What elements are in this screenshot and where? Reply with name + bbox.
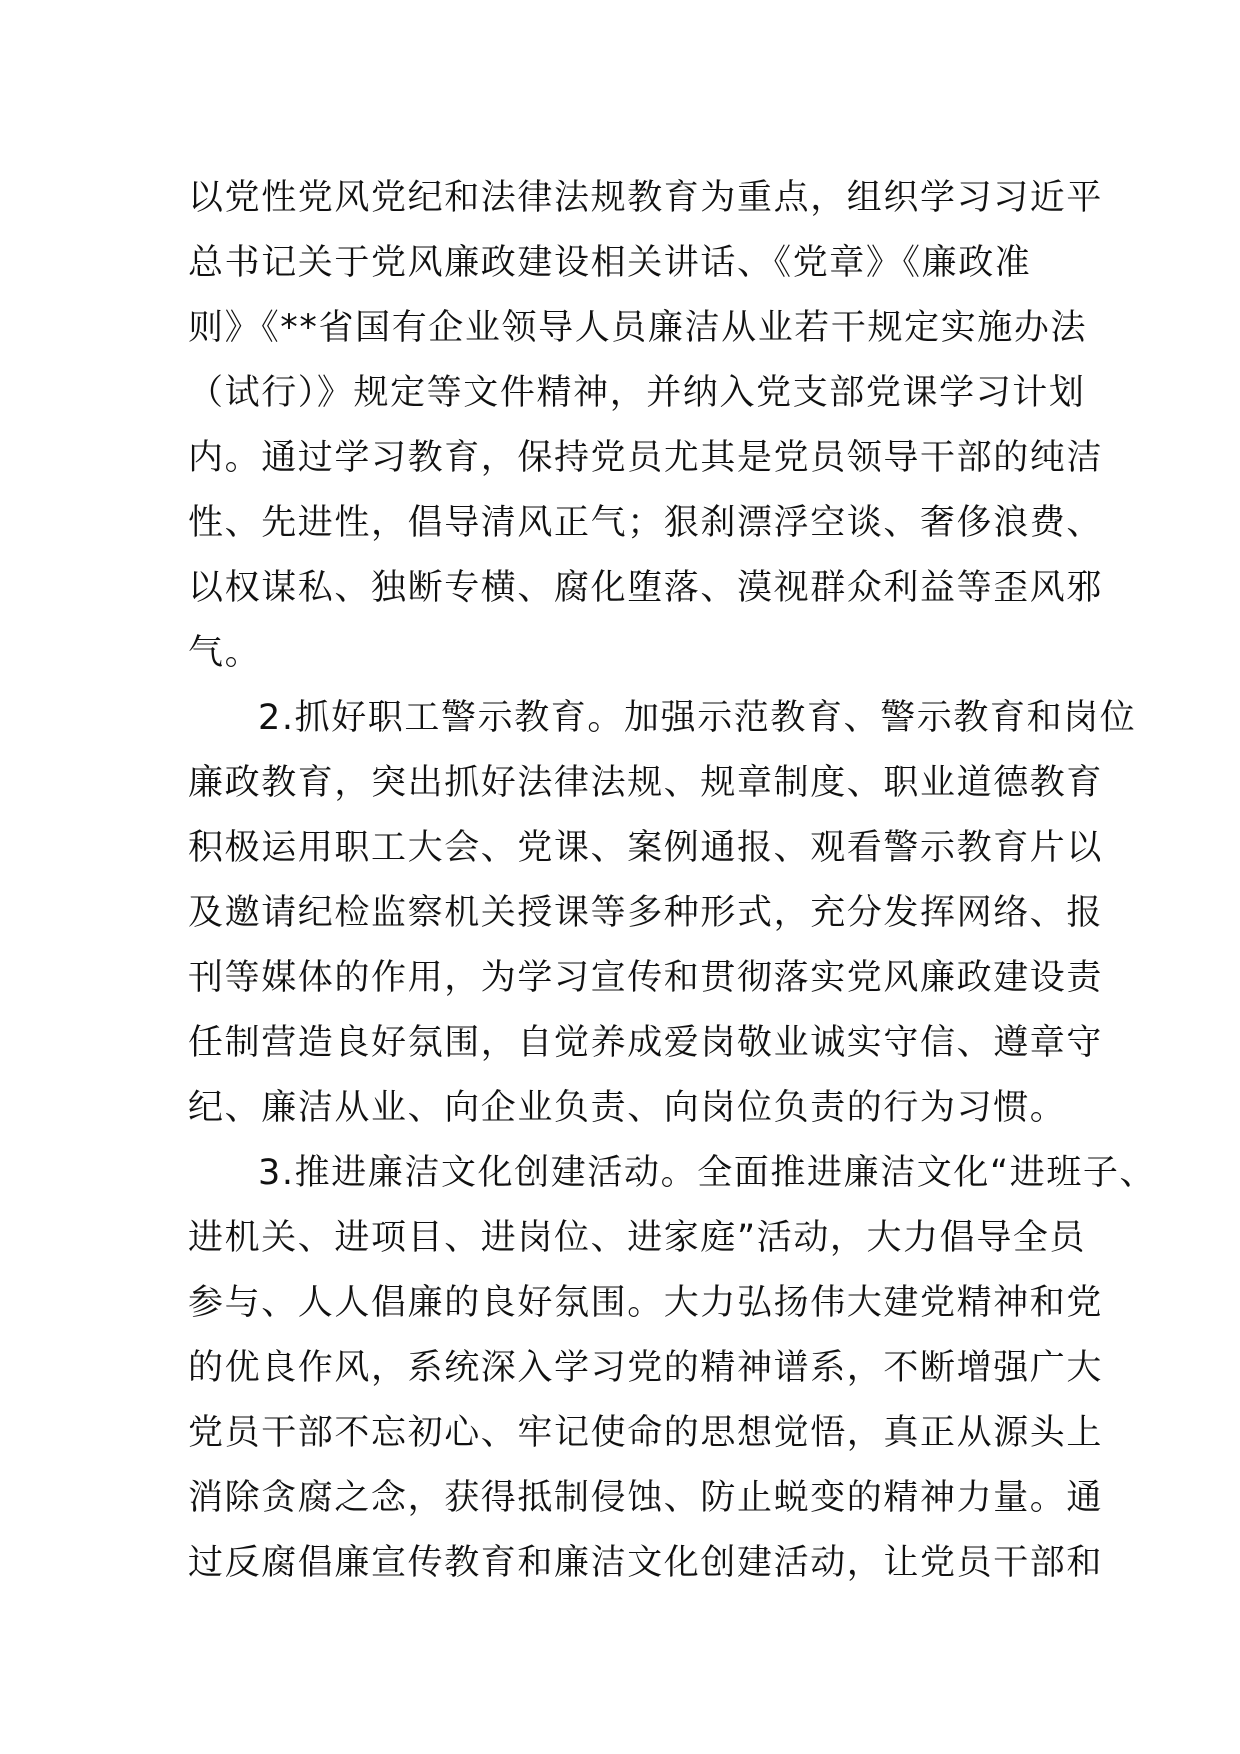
paragraph-start-line: 2.抓好职工警示教育。加强示范教育、警示教育和岗位 xyxy=(258,698,1137,738)
text-line: 以党性党风党纪和法律法规教育为重点，组织学习习近平 xyxy=(188,178,1104,218)
text-line: 党员干部不忘初心、牢记使命的思想觉悟，真正从源头上 xyxy=(188,1413,1104,1453)
text-line: 总书记关于党风廉政建设相关讲话、《党章》《廉政准 xyxy=(188,243,1032,283)
paragraph-start-line: 3.推进廉洁文化创建活动。全面推进廉洁文化“进班子、 xyxy=(258,1153,1157,1193)
text-line: 纪、廉洁从业、向企业负责、向岗位负责的行为习惯。 xyxy=(188,1088,1067,1128)
text-line: 刊等媒体的作用，为学习宣传和贯彻落实党风廉政建设责 xyxy=(188,958,1104,998)
text-line: 进机关、进项目、进岗位、进家庭”活动，大力倡导全员 xyxy=(188,1218,1087,1258)
text-line: 则》《**省国有企业领导人员廉洁从业若干规定实施办法 xyxy=(188,308,1088,348)
text-line: 以权谋私、独断专横、腐化堕落、漠视群众利益等歪风邪 xyxy=(188,568,1104,608)
text-line: 气。 xyxy=(188,633,262,673)
text-line: 及邀请纪检监察机关授课等多种形式，充分发挥网络、报 xyxy=(188,893,1104,933)
text-line: 内。通过学习教育，保持党员尤其是党员领导干部的纯洁 xyxy=(188,438,1104,478)
text-line: 廉政教育，突出抓好法律法规、规章制度、职业道德教育 xyxy=(188,763,1104,803)
text-line: （试行）》规定等文件精神，并纳入党支部党课学习计划 xyxy=(188,373,1086,413)
text-line: 消除贪腐之念，获得抵制侵蚀、防止蜕变的精神力量。通 xyxy=(188,1478,1104,1518)
text-line: 过反腐倡廉宣传教育和廉洁文化创建活动，让党员干部和 xyxy=(188,1543,1104,1583)
text-line: 积极运用职工大会、党课、案例通报、观看警示教育片以 xyxy=(188,828,1104,868)
text-line: 性、先进性，倡导清风正气；狠刹漂浮空谈、奢侈浪费、 xyxy=(188,503,1104,543)
text-line: 的优良作风，系统深入学习党的精神谱系，不断增强广大 xyxy=(188,1348,1104,1388)
text-line: 参与、人人倡廉的良好氛围。大力弘扬伟大建党精神和党 xyxy=(188,1283,1104,1323)
body-text xyxy=(188,166,1157,1596)
text-line: 任制营造良好氛围，自觉养成爱岗敬业诚实守信、遵章守 xyxy=(188,1023,1104,1063)
